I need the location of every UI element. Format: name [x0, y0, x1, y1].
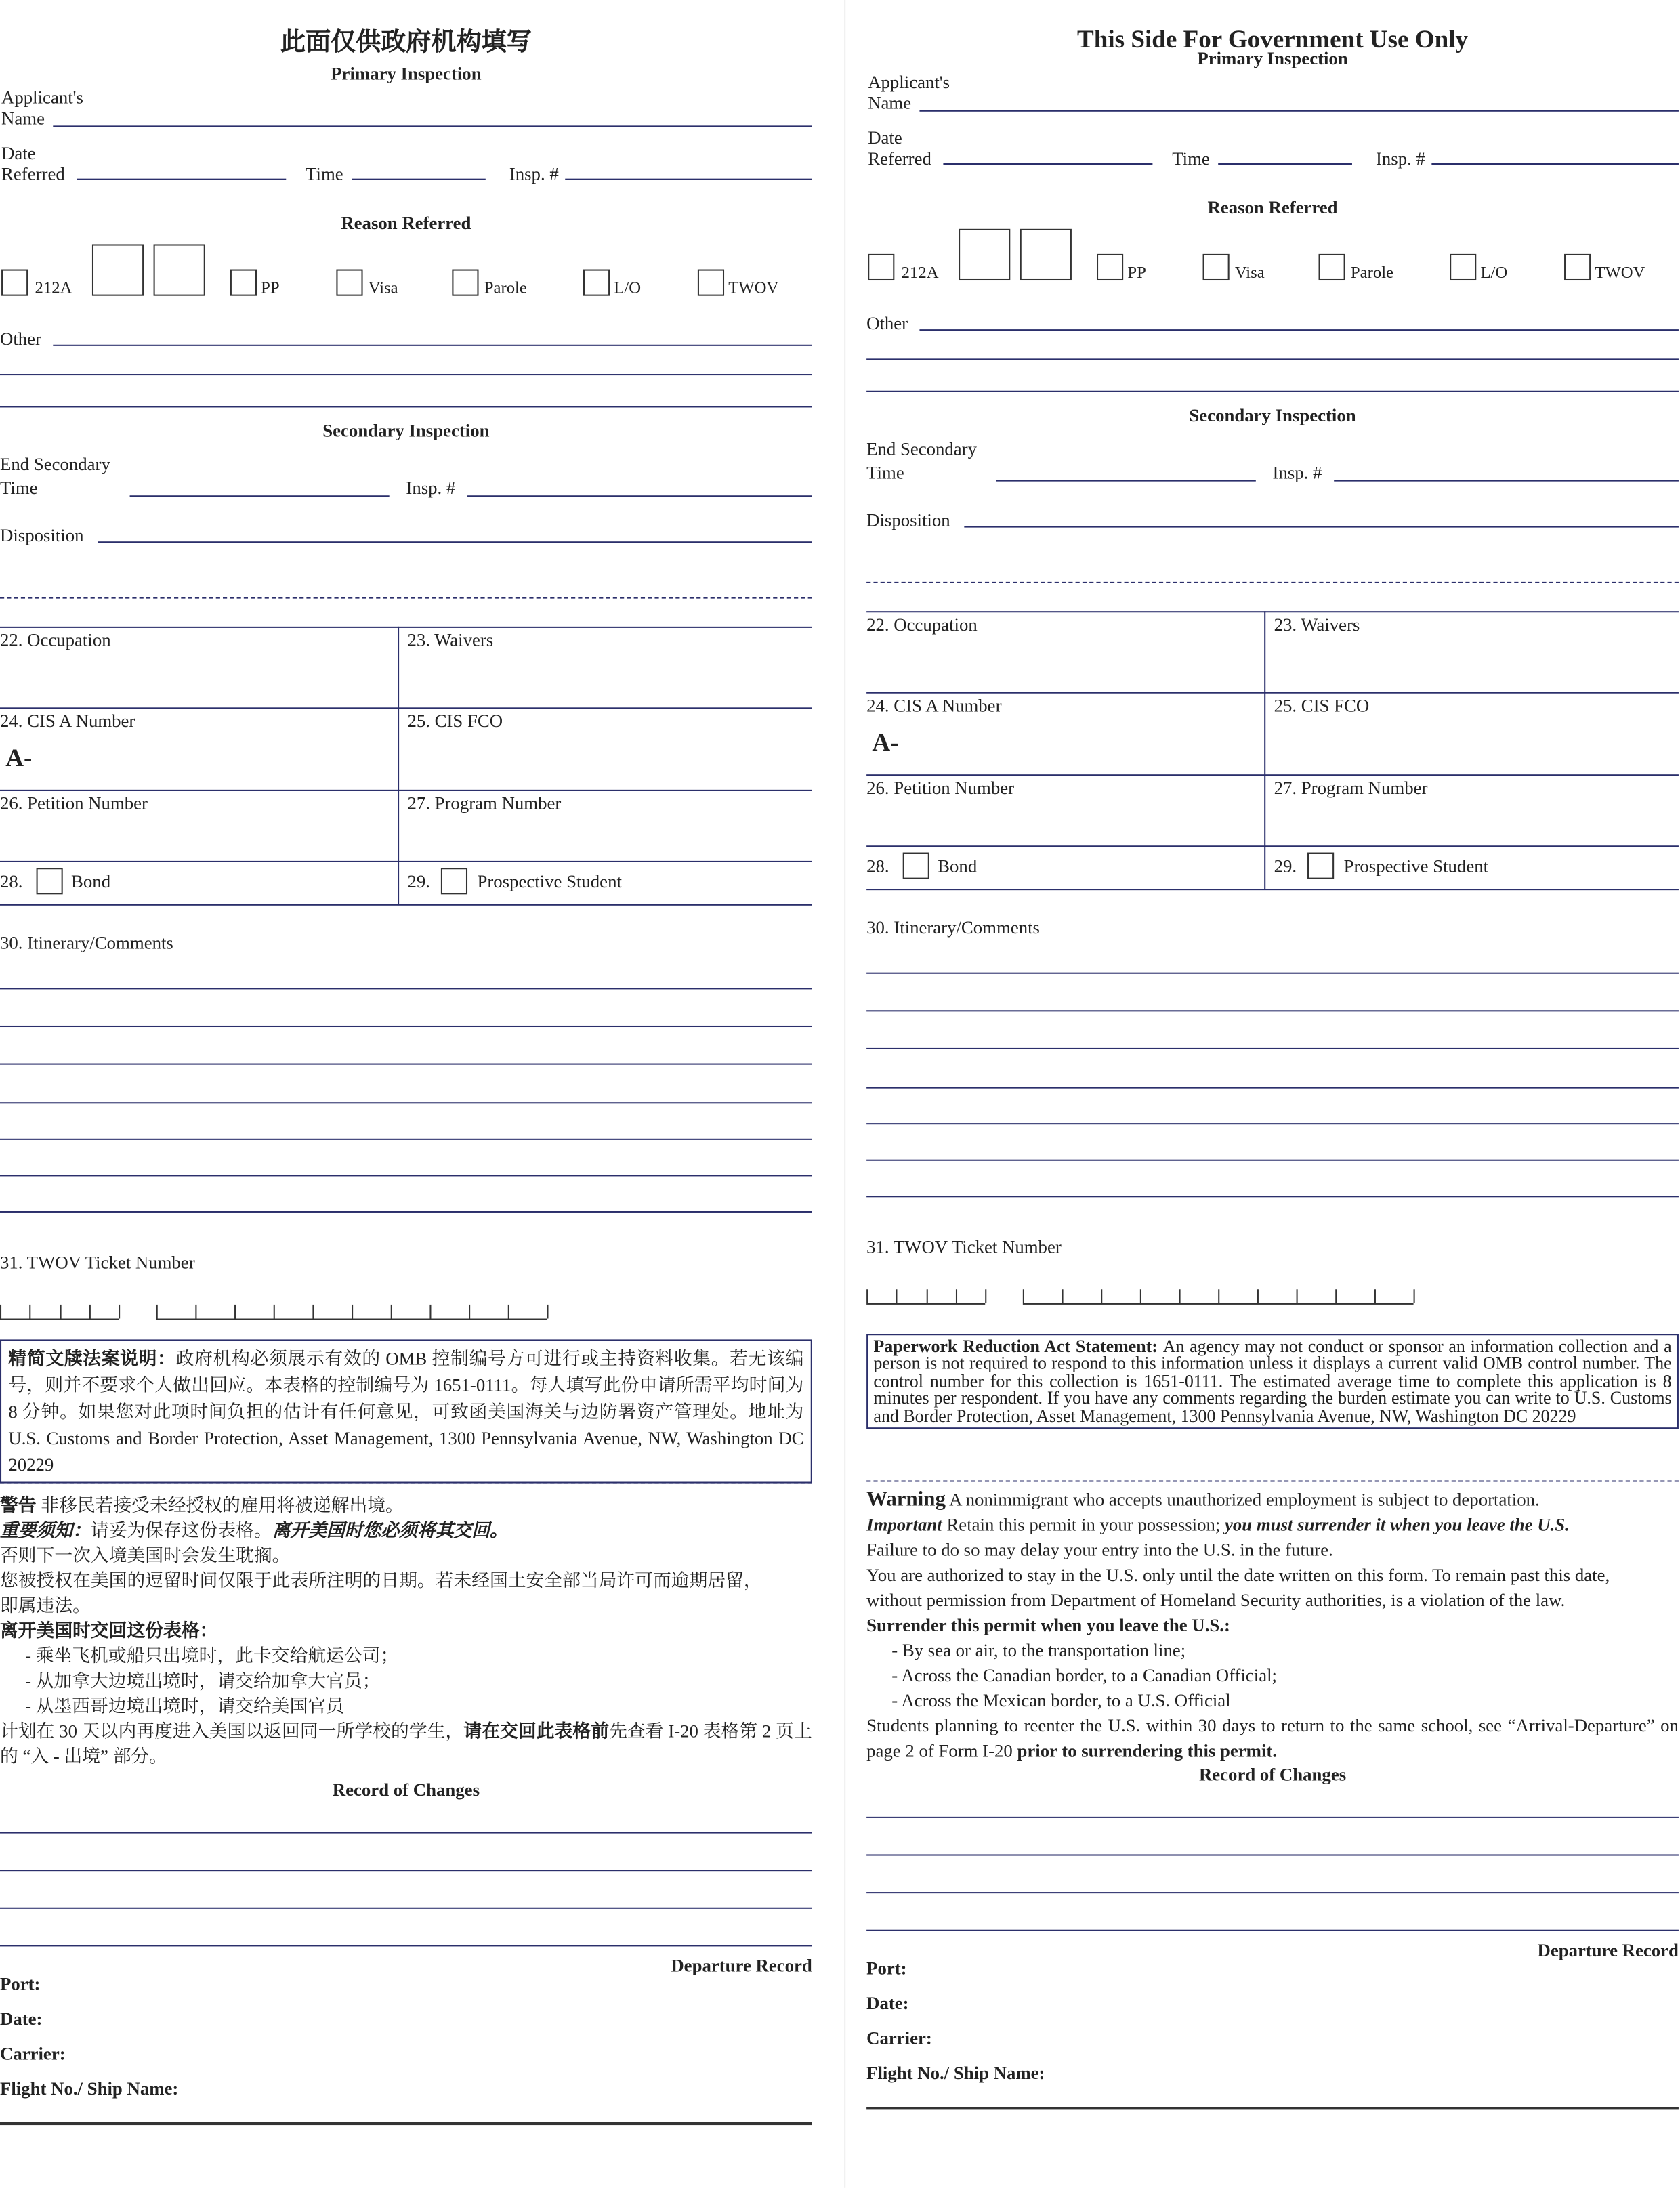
ticket-cell-divider: [234, 1305, 236, 1319]
warning-line: [866, 1613, 1679, 1638]
other-label: Other: [866, 312, 908, 334]
disposition-field[interactable]: [964, 526, 1679, 528]
warning-text-segment: you must surrender it when you leave the U.S.: [1225, 1513, 1570, 1535]
warning-text-segment: - 从加拿大边境出境时，请交给加拿大官员；: [25, 1670, 381, 1691]
primary-inspection-heading: Primary Inspection: [1197, 47, 1348, 68]
carrier-label: Carrier:: [0, 2042, 66, 2064]
warning-line: [866, 1638, 1679, 1663]
bond-label: Bond: [938, 855, 978, 877]
date-referred-label-1: Date: [1, 142, 36, 163]
twov-ticket-label: 31. TWOV Ticket Number: [866, 1236, 1062, 1257]
disposition-label: Disposition: [866, 509, 950, 530]
cis-fco-label: 25. CIS FCO: [407, 710, 503, 732]
other-field-line-1[interactable]: [919, 329, 1679, 331]
warning-text-segment: 计划在 30 天以内再度进入美国以返回同一所学校的学生，: [0, 1720, 464, 1742]
warning-text-segment: Important: [866, 1513, 942, 1535]
record-of-changes-line-2[interactable]: [866, 1854, 1679, 1855]
warning-text-segment: - Across the Canadian border, to a Canadian Official;: [891, 1664, 1277, 1686]
time-label: Time: [306, 163, 343, 184]
warning-text-segment: You are authorized to stay in the U.S. only until the date written on this form. To remain past this date,: [866, 1564, 1610, 1585]
bottom-rule: [0, 2122, 812, 2125]
end-secondary-time-field[interactable]: [130, 495, 390, 497]
checkbox-lo[interactable]: [583, 270, 610, 296]
waivers-label: 23. Waivers: [1274, 614, 1360, 635]
applicant-name-field[interactable]: [919, 110, 1679, 112]
date-label: Date:: [0, 2008, 43, 2029]
warning-line: [866, 1513, 1679, 1538]
chinese-side: [0, 0, 815, 2188]
ticket-cell-divider: [312, 1305, 314, 1319]
applicant-name-field[interactable]: [53, 125, 812, 127]
twov-ticket-prefix-field[interactable]: [866, 1280, 985, 1305]
a-number-prefix: A-: [5, 743, 33, 772]
itinerary-comments-line-4[interactable]: [0, 1102, 812, 1103]
ticket-cell-divider: [0, 1305, 1, 1319]
ticket-cell-divider: [60, 1305, 61, 1319]
itinerary-comments-line-4[interactable]: [866, 1087, 1679, 1089]
itinerary-comments-line-5[interactable]: [0, 1139, 812, 1140]
time-label: Time: [1172, 148, 1210, 169]
warning-text-segment: prior to surrendering this permit.: [1017, 1740, 1278, 1761]
itinerary-comments-line-1[interactable]: [866, 973, 1679, 974]
checkbox-lo[interactable]: [1450, 254, 1476, 280]
other-field-line-3[interactable]: [866, 391, 1679, 392]
twov-ticket-number-field[interactable]: [1023, 1280, 1414, 1305]
warning-text-segment: Students planning to reenter the U.S. within 30 days to return to the same school, see “Arrival-Departure” on page 2 of Form I-20: [866, 1714, 1679, 1761]
end-secondary-label-1: End Secondary: [866, 438, 977, 459]
reason-label-212a: 212A: [35, 277, 72, 297]
warning-line: [0, 1543, 812, 1568]
reason-label-lo: L/O: [614, 277, 642, 297]
bond-label: Bond: [71, 870, 111, 892]
ticket-cell-divider: [1414, 1289, 1415, 1303]
departure-record-heading: Departure Record: [671, 1954, 812, 1976]
warning-text-segment: - By sea or air, to the transportation line;: [891, 1639, 1186, 1661]
warning-line: [0, 1518, 812, 1543]
other-label: Other: [0, 328, 41, 349]
warning-text-segment: 请在交回此表格前: [463, 1720, 610, 1742]
grid-top-line: [866, 611, 1679, 612]
insp-field[interactable]: [565, 179, 812, 180]
dashed-divider: [866, 1480, 1679, 1481]
itinerary-comments-line-6[interactable]: [866, 1160, 1679, 1161]
ticket-cell-divider: [508, 1305, 509, 1319]
checkbox-twov[interactable]: [1564, 254, 1591, 280]
record-of-changes-heading: Record of Changes: [1198, 1763, 1347, 1785]
warning-text-segment: 警告: [0, 1494, 37, 1515]
form-title: This Side For Government Use Only: [1076, 25, 1469, 54]
date-referred-field[interactable]: [77, 179, 286, 180]
reason-label-pp: PP: [261, 277, 280, 297]
warning-line: [866, 1488, 1679, 1513]
warning-text-segment: - 乘坐飞机或船只出境时，此卡交给航运公司；: [25, 1645, 399, 1666]
ticket-cell-divider: [469, 1305, 470, 1319]
checkbox-212a[interactable]: [868, 254, 894, 280]
checkbox-twov[interactable]: [698, 270, 724, 296]
warning-line: [0, 1694, 812, 1719]
code-box-1[interactable]: [959, 229, 1010, 280]
grid-divider: [398, 627, 399, 904]
prospective-student-checkbox[interactable]: [1307, 853, 1334, 879]
end-secondary-label-2: Time: [866, 461, 904, 483]
date-referred-label-1: Date: [868, 127, 902, 148]
warning-text-segment: Failure to do so may delay your entry into the U.S. in the future.: [866, 1538, 1333, 1560]
prospective-student-checkbox[interactable]: [441, 868, 467, 894]
paperwork-reduction-statement: [866, 1334, 1679, 1429]
reason-label-lo: L/O: [1480, 262, 1508, 282]
warning-text-segment: 否则下一次入境美国时会发生耽搁。: [0, 1544, 291, 1566]
cis-a-number-label: 24. CIS A Number: [866, 694, 1002, 716]
warning-text-segment: Retain this permit in your possession;: [942, 1513, 1225, 1535]
dashed-divider: [0, 1482, 812, 1484]
dashed-divider: [0, 597, 812, 599]
other-field-line-3[interactable]: [0, 406, 812, 407]
code-box-1[interactable]: [92, 244, 144, 295]
itinerary-comments-line-2[interactable]: [0, 1026, 812, 1027]
itinerary-comments-line-6[interactable]: [0, 1175, 812, 1176]
itinerary-comments-line-7[interactable]: [866, 1196, 1679, 1197]
flight-ship-name-label: Flight No./ Ship Name:: [866, 2062, 1045, 2084]
secondary-insp-label: Insp. #: [406, 477, 456, 499]
cis-fco-label: 25. CIS FCO: [1274, 694, 1370, 716]
reason-referred-heading: Reason Referred: [341, 212, 471, 233]
checkbox-visa[interactable]: [1203, 254, 1230, 280]
warning-line: [866, 1588, 1679, 1613]
paperwork-text-segment: An agency may not conduct or sponsor an information collection and a person is not required to respond to this information unless it displays a current valid OMB control number. The control number for this collection is 1651-0111. The estimated average time to complete this application is 8 minutes per respondent. If you have any comments regarding the burden estimate you can write to U.S. Customs and Border Protection, Asset Management, 1300 Pennsylvania Avenue, NW, Washington DC 20229: [873, 1337, 1672, 1426]
itinerary-comments-line-1[interactable]: [0, 988, 812, 989]
applicant-name-label-2: Name: [868, 91, 912, 113]
ticket-cell-divider: [896, 1289, 898, 1303]
warning-text-segment: 非移民若接受未经授权的雇用将被递解出境。: [36, 1494, 404, 1515]
date-label: Date:: [866, 1992, 909, 2014]
occupation-label: 22. Occupation: [0, 629, 111, 650]
disposition-label: Disposition: [0, 524, 84, 546]
checkbox-pp[interactable]: [1097, 254, 1123, 280]
port-label: Port:: [866, 1957, 907, 1979]
field-28-label: 28.: [866, 855, 889, 877]
record-of-changes-line-3[interactable]: [866, 1892, 1679, 1893]
bond-checkbox[interactable]: [37, 868, 63, 894]
ticket-cell-divider: [1062, 1289, 1064, 1303]
primary-inspection-heading: Primary Inspection: [331, 62, 482, 84]
record-of-changes-line-2[interactable]: [0, 1870, 812, 1871]
date-referred-field[interactable]: [943, 163, 1152, 165]
field-29-label: 29.: [1274, 855, 1297, 877]
applicant-name-label-2: Name: [1, 107, 45, 129]
warning-text-segment: 离开美国时交回这份表格：: [0, 1620, 218, 1641]
secondary-inspection-heading: Secondary Inspection: [322, 419, 490, 441]
itinerary-comments-label: 30. Itinerary/Comments: [866, 917, 1040, 938]
waivers-label: 23. Waivers: [407, 629, 494, 650]
warning-text-segment: A nonimmigrant who accepts unauthorized employment is subject to deportation.: [945, 1488, 1540, 1510]
petition-number-label: 26. Petition Number: [0, 792, 148, 814]
record-of-changes-line-1[interactable]: [866, 1817, 1679, 1818]
warning-text-segment: Surrender this permit when you leave the U.S.:: [866, 1614, 1230, 1636]
secondary-insp-field[interactable]: [467, 495, 812, 497]
warning-text-segment: 离开美国时您必须将其交回。: [272, 1519, 508, 1541]
ticket-cell-divider: [391, 1305, 392, 1319]
ticket-cell-divider: [119, 1305, 120, 1319]
ticket-cell-divider: [1140, 1289, 1141, 1303]
date-referred-label-2: Referred: [1, 163, 65, 184]
ticket-cell-divider: [195, 1305, 196, 1319]
petition-row-line[interactable]: [0, 861, 812, 862]
ticket-cell-divider: [1374, 1289, 1376, 1303]
warning-text-segment: Warning: [866, 1488, 946, 1511]
carrier-label: Carrier:: [866, 2027, 932, 2048]
ticket-cell-divider: [30, 1305, 31, 1319]
warning-line: [0, 1493, 812, 1518]
disposition-field[interactable]: [98, 541, 812, 543]
ticket-cell-divider: [89, 1305, 90, 1319]
warning-line: [866, 1538, 1679, 1563]
code-box-2[interactable]: [1020, 229, 1072, 280]
row-28-line[interactable]: [866, 889, 1679, 890]
ticket-cell-divider: [1179, 1289, 1181, 1303]
warning-line: [0, 1669, 812, 1694]
itinerary-comments-label: 30. Itinerary/Comments: [0, 931, 173, 953]
departure-record-heading: Departure Record: [1537, 1939, 1679, 1961]
ticket-cell-divider: [1218, 1289, 1219, 1303]
ticket-cell-divider: [985, 1289, 986, 1303]
port-label: Port:: [0, 1973, 41, 1994]
record-of-changes-line-3[interactable]: [0, 1908, 812, 1909]
secondary-inspection-heading: Secondary Inspection: [1189, 404, 1356, 426]
checkbox-212a[interactable]: [1, 270, 28, 296]
other-field-line-1[interactable]: [53, 345, 812, 346]
code-box-2[interactable]: [154, 244, 205, 295]
occupation-waivers-row-line[interactable]: [866, 692, 1679, 694]
ticket-cell-divider: [866, 1289, 868, 1303]
warning-line: [866, 1563, 1679, 1588]
petition-number-label: 26. Petition Number: [866, 777, 1015, 799]
checkbox-parole[interactable]: [452, 270, 478, 296]
cis-row-line[interactable]: [0, 790, 812, 791]
warning-notice: [866, 1488, 1679, 1764]
warning-text-segment: - Across the Mexican border, to a U.S. Official: [891, 1689, 1231, 1711]
ticket-cell-divider: [1101, 1289, 1102, 1303]
bottom-rule: [866, 2107, 1679, 2109]
page-seam: [844, 0, 845, 2188]
checkbox-pp[interactable]: [230, 270, 257, 296]
ticket-cell-divider: [956, 1289, 957, 1303]
warning-text-segment: without permission from Department of Homeland Security authorities, is a violation of the law.: [866, 1589, 1566, 1611]
reason-label-twov: TWOV: [1595, 262, 1645, 282]
occupation-waivers-row-line[interactable]: [0, 707, 812, 709]
insp-field[interactable]: [1431, 163, 1679, 165]
paperwork-text-segment: 精简文牍法案说明：: [8, 1347, 176, 1369]
secondary-insp-label: Insp. #: [1272, 461, 1322, 483]
flight-ship-name-label: Flight No./ Ship Name:: [0, 2078, 179, 2099]
reason-label-visa: Visa: [1234, 262, 1265, 282]
bond-checkbox[interactable]: [903, 853, 929, 879]
reason-label-twov: TWOV: [728, 277, 779, 297]
time-field[interactable]: [352, 179, 486, 180]
warning-line: [866, 1688, 1679, 1713]
cis-a-number-label: 24. CIS A Number: [0, 710, 135, 732]
applicant-name-label-1: Applicant's: [1, 86, 83, 108]
program-number-label: 27. Program Number: [1274, 777, 1428, 799]
reason-referred-heading: Reason Referred: [1207, 196, 1338, 218]
program-number-label: 27. Program Number: [407, 792, 562, 814]
ticket-cell-divider: [1023, 1289, 1024, 1303]
petition-row-line[interactable]: [866, 845, 1679, 847]
record-of-changes-heading: Record of Changes: [332, 1779, 480, 1801]
itinerary-comments-line-7[interactable]: [0, 1211, 812, 1213]
date-referred-label-2: Referred: [868, 148, 931, 169]
twov-ticket-prefix-field[interactable]: [0, 1295, 119, 1320]
paperwork-text-segment: Paperwork Reduction Act Statement:: [873, 1337, 1163, 1357]
dashed-divider: [866, 582, 1679, 583]
cis-row-line[interactable]: [866, 774, 1679, 776]
secondary-insp-field[interactable]: [1334, 480, 1679, 482]
time-field[interactable]: [1218, 163, 1352, 165]
ticket-cell-divider: [926, 1289, 927, 1303]
itinerary-comments-line-3[interactable]: [0, 1064, 812, 1065]
a-number-prefix: A-: [872, 728, 899, 757]
end-secondary-time-field[interactable]: [996, 480, 1256, 482]
warning-text-segment: 您被授权在美国的逗留时间仅限于此表所注明的日期。若未经国土安全部当局许可而逾期居留，: [0, 1570, 762, 1591]
prospective-student-label: Prospective Student: [1343, 855, 1489, 877]
record-of-changes-line-1[interactable]: [0, 1832, 812, 1834]
warning-text-segment: - 从墨西哥边境出境时，请交给美国官员: [25, 1695, 344, 1717]
ticket-cell-divider: [1335, 1289, 1337, 1303]
english-side: [866, 0, 1680, 2172]
grid-top-line: [0, 627, 812, 628]
other-field-line-2[interactable]: [866, 358, 1679, 360]
warning-notice: [0, 1493, 812, 1769]
itinerary-comments-line-5[interactable]: [866, 1123, 1679, 1124]
warning-line: [866, 1663, 1679, 1688]
insp-label: Insp. #: [1375, 148, 1425, 169]
applicant-name-label-1: Applicant's: [868, 71, 950, 92]
ticket-cell-divider: [352, 1305, 353, 1319]
twov-ticket-number-field[interactable]: [156, 1295, 547, 1320]
end-secondary-label-1: End Secondary: [0, 453, 110, 475]
paperwork-reduction-statement: [0, 1339, 812, 1483]
itinerary-comments-line-3[interactable]: [866, 1048, 1679, 1049]
record-of-changes-line-4[interactable]: [0, 1945, 812, 1946]
checkbox-visa[interactable]: [336, 270, 362, 296]
warning-line: [866, 1713, 1679, 1763]
reason-label-212a: 212A: [901, 262, 939, 282]
ticket-cell-divider: [429, 1305, 431, 1319]
ticket-cell-divider: [1257, 1289, 1259, 1303]
reason-label-visa: Visa: [368, 277, 398, 297]
checkbox-parole[interactable]: [1319, 254, 1345, 280]
prospective-student-label: Prospective Student: [477, 870, 622, 892]
warning-text-segment: 即属违法。: [0, 1595, 91, 1616]
occupation-label: 22. Occupation: [866, 614, 978, 635]
field-29-label: 29.: [407, 870, 430, 892]
form-title: 此面仅供政府机构填写: [280, 28, 532, 56]
paperwork-text-segment: 政府机构必须展示有效的 OMB 控制编号方可进行或主持资料收集。若无该编号，则并不要求个人做出回应。本表格的控制编号为 1651-0111。每人填写此份申请所需平均时间为 8 分钟。如果您对此项时间负担的估计有任何意见，可致函美国海关与边防署资产管理处。地址为 U.S. Customs and Border Protection, Asset Management, 1300 Pennsylvania Avenue, NW, Washington DC 20229: [8, 1347, 804, 1475]
warning-text-segment: 重要须知：: [0, 1519, 91, 1541]
warning-line: [0, 1618, 812, 1643]
row-28-line[interactable]: [0, 904, 812, 906]
warning-line: [0, 1568, 812, 1593]
itinerary-comments-line-2[interactable]: [866, 1010, 1679, 1011]
warning-text-segment: 先查看 I-20 表格第 2 页上的 “入 - 出境” 部分。: [0, 1720, 812, 1767]
reason-label-parole: Parole: [1350, 262, 1394, 282]
reason-label-parole: Parole: [484, 277, 527, 297]
warning-line: [0, 1593, 812, 1618]
reason-label-pp: PP: [1127, 262, 1146, 282]
grid-divider: [1264, 611, 1265, 889]
twov-ticket-label: 31. TWOV Ticket Number: [0, 1251, 195, 1273]
ticket-cell-divider: [156, 1305, 158, 1319]
field-28-label: 28.: [0, 870, 23, 892]
end-secondary-label-2: Time: [0, 477, 38, 499]
ticket-cell-divider: [274, 1305, 275, 1319]
ticket-cell-divider: [547, 1305, 548, 1319]
warning-text-segment: 请妥为保存这份表格。: [90, 1519, 272, 1541]
warning-line: [0, 1719, 812, 1769]
ticket-cell-divider: [1297, 1289, 1298, 1303]
warning-line: [0, 1643, 812, 1668]
record-of-changes-line-4[interactable]: [866, 1930, 1679, 1931]
insp-label: Insp. #: [509, 163, 559, 184]
other-field-line-2[interactable]: [0, 374, 812, 375]
